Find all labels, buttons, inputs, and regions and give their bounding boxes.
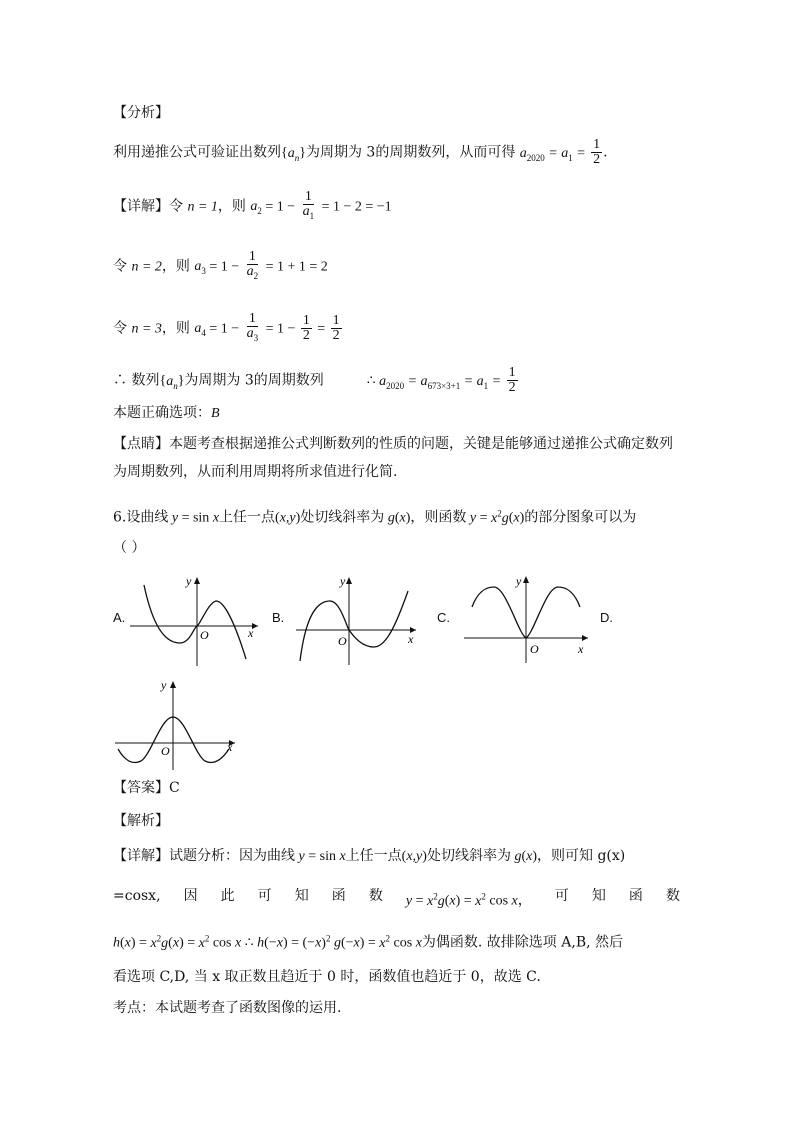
y-axis-label: y bbox=[186, 574, 192, 588]
origin-label: O bbox=[338, 634, 347, 648]
analysis-text: 利用递推公式可验证出数列$\{a_n\}$为周期为 3的周期数列，从而可得 $a_{2020} = a_1$ = $\frac{1}{2}$ . bbox=[113, 137, 608, 167]
y-axis-label: y bbox=[161, 678, 167, 692]
question-6-paren: （ ） bbox=[113, 540, 146, 556]
x-axis-label: x bbox=[408, 632, 414, 646]
solution-line-3: $h(x) = x^2g(x) = x^2$ cos x ∴ $h(-x) = (-x)^2$ $g(-x) = x^2$ cos x为偶函数. 故排除选项 A,B, 然后 bbox=[113, 933, 624, 951]
origin-label: O bbox=[200, 628, 209, 642]
y-axis-label: y bbox=[340, 574, 346, 588]
y-axis-label: y bbox=[516, 574, 522, 588]
question-6: 6.设曲线 y = sin x上任一点(x,y)处切线斜率为 g(x)，则函数 $y = x^2g(x)$的部分图象可以为 bbox=[113, 508, 637, 526]
x-axis-label: x bbox=[248, 626, 254, 640]
solution-line-1: 【详解】试题分析：因为曲线 y = sin x上任一点(x,y)处切线斜率为 g(x)，则可知 g(x) bbox=[113, 848, 626, 864]
answer-tag: 【答案】C bbox=[113, 780, 180, 796]
origin-label: O bbox=[161, 744, 170, 758]
origin-label: O bbox=[530, 642, 539, 656]
analysis-heading: 【分析】 bbox=[113, 105, 169, 121]
option-b-label: B. bbox=[272, 610, 285, 625]
solution-line-2: =cosx, 因 此 可 知 函 数 $y = x^2g(x) = x^2$ cos x， 可 知 函 数 bbox=[113, 888, 680, 909]
comment-line-2: 为周期数列，从而利用周期将所求值进行化简. bbox=[113, 464, 398, 480]
option-d-graph bbox=[115, 677, 240, 772]
option-c-label: C. bbox=[437, 610, 450, 625]
solution-line-4: 看选项 C,D, 当 x 取正数且趋近于 0 时，函数值也趋近于 0，故选 C. bbox=[113, 969, 541, 985]
option-a-graph bbox=[130, 573, 260, 668]
option-a-label: A. bbox=[113, 610, 126, 625]
option-b-graph bbox=[296, 573, 421, 668]
detail-step-1: 【详解】令 n = 1，则 $a_2 = 1$ − $\frac{1}{a_1}$ = 1 − 2 = −1 bbox=[113, 189, 392, 221]
detail-step-3: 令 n = 3，则 $a_4 = 1$ − $\frac{1}{a_3}$ = 1 − $\frac{1}{2}$ = $\frac{1}{2}$ bbox=[113, 311, 340, 343]
x-axis-label: x bbox=[578, 642, 584, 656]
option-d-label: D. bbox=[600, 610, 613, 625]
comment-line-1: 【点睛】本题考查根据递推公式判断数列的性质的问题，关键是能够通过递推公式确定数列 bbox=[113, 436, 673, 452]
detail-conclusion: ∴ 数列$\{a_n\}$为周期为 3的周期数列 ∴ $a_{2020} = a_{673\times 3+1} = a_1$ = $\frac{1}{2}$ bbox=[113, 365, 516, 395]
x-axis-label: x bbox=[227, 740, 233, 754]
option-c-graph bbox=[464, 573, 594, 665]
detail-step-2: 令 n = 2，则 $a_3 = 1$ − $\frac{1}{a_2}$ = 1 + 1 = 2 bbox=[113, 249, 328, 281]
kaodian: 考点：本试题考查了函数图像的运用. bbox=[113, 1000, 342, 1016]
jiexi-heading: 【解析】 bbox=[113, 813, 169, 829]
answer-line: 本题正确选项：B bbox=[113, 405, 220, 421]
